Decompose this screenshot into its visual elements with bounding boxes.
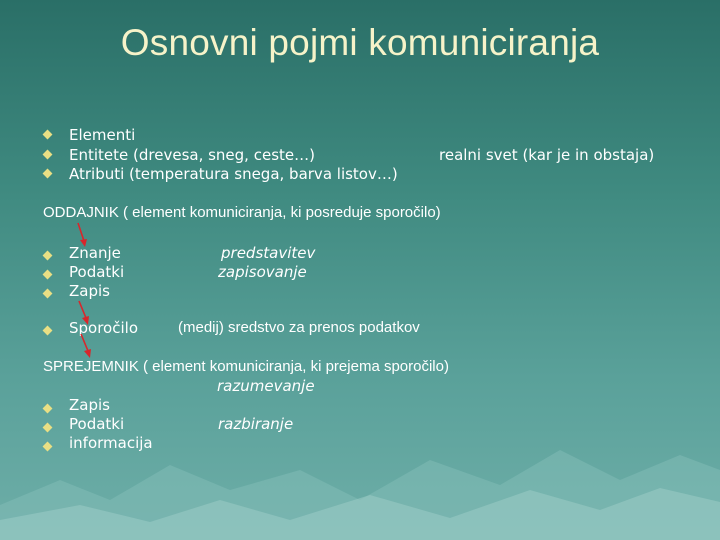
list-item: Zapis — [69, 396, 110, 414]
bullet-icon — [43, 289, 53, 299]
medium-note: (medij) sredstvo za prenos podatkov — [178, 319, 420, 336]
real-world-note: realni svet (kar je in obstaja) — [439, 146, 655, 164]
bullet-icon — [43, 130, 53, 140]
sender-heading: ODDAJNIK ( element komuniciranja, ki posreduje sporočilo) — [43, 204, 441, 221]
list-item: Podatki — [69, 415, 125, 433]
message-item: Sporočilo — [69, 319, 138, 337]
arrow-icon — [78, 333, 94, 359]
transition-label: razbiranje — [218, 415, 294, 433]
receiver-heading: SPREJEMNIK ( element komuniciranja, ki prejema sporočilo) — [43, 358, 449, 375]
bullet-icon — [43, 326, 53, 336]
bullet-icon — [43, 169, 53, 179]
bullet-icon — [43, 251, 53, 261]
page-title: Osnovni pojmi komuniciranja — [120, 22, 600, 63]
list-item: Zapis — [69, 282, 110, 300]
list-item: Elementi — [69, 126, 136, 144]
bullet-icon — [43, 150, 53, 160]
transition-label: zapisovanje — [218, 263, 307, 281]
list-item: Atributi (temperatura snega, barva listov…) — [69, 165, 398, 183]
list-item: Podatki — [69, 263, 125, 281]
list-item: Znanje — [69, 244, 121, 262]
list-item: Entitete (drevesa, sneg, ceste…) — [69, 146, 315, 164]
transition-label: predstavitev — [221, 244, 316, 262]
transition-label: razumevanje — [217, 377, 315, 395]
list-item: informacija — [69, 434, 153, 452]
bullet-icon — [43, 270, 53, 280]
